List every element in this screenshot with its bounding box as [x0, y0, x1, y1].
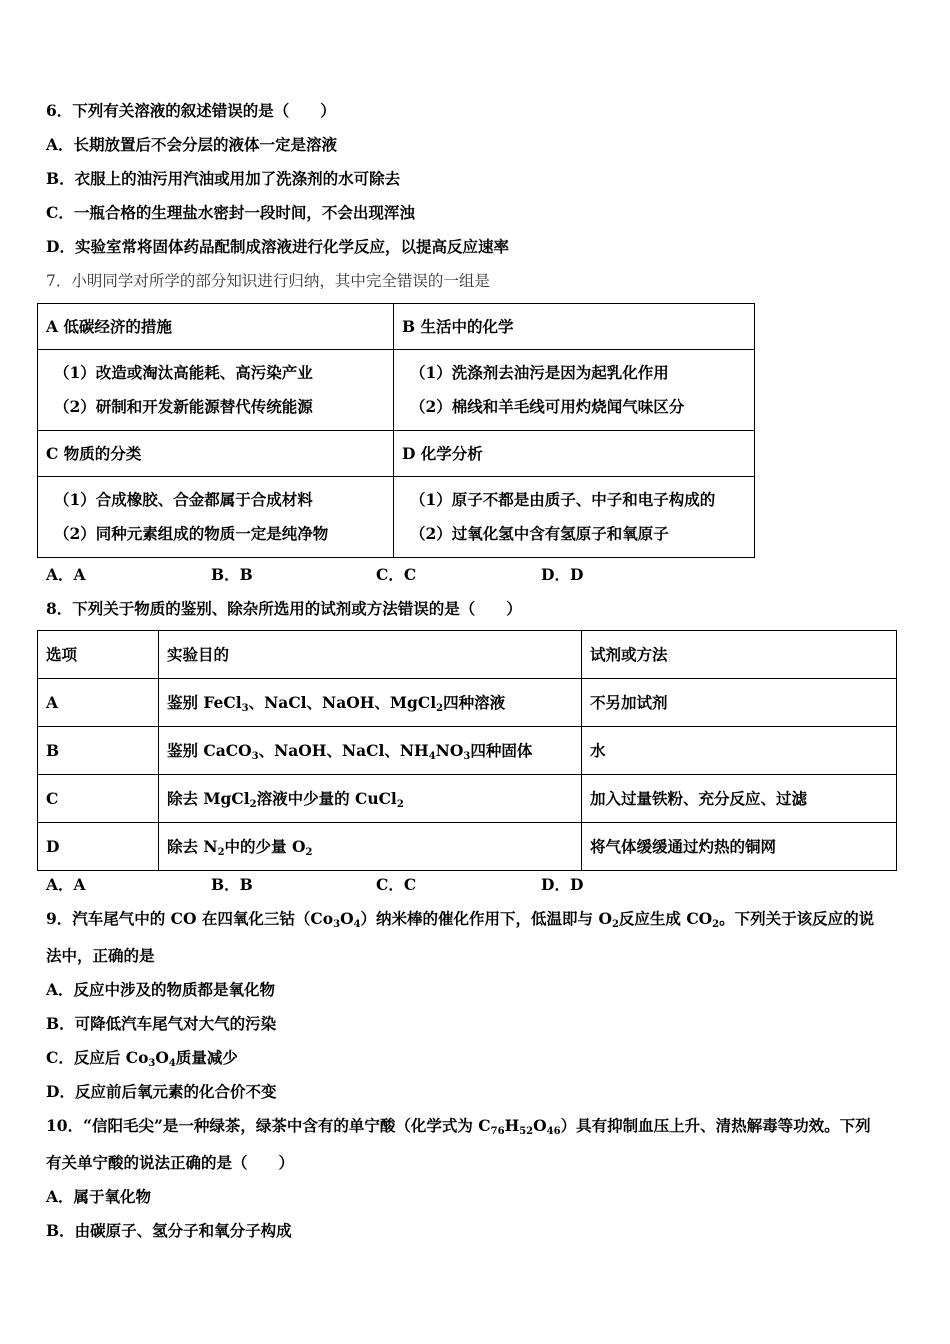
- q9-option-c-post: 质量减少: [175, 1048, 238, 1067]
- q7-table: [37, 303, 755, 558]
- q8-c-purpose-mid: 溶液中少量的 CuCl: [256, 788, 397, 808]
- q9-l1-b: O: [340, 909, 354, 928]
- q9-option-c-sub1: 3: [148, 1058, 156, 1069]
- q7-b-item-1: （1）洗涤剂去油污是因为起乳化作用: [409, 363, 669, 382]
- q6-option-d: D．实验室常将固体药品配制成溶液进行化学反应，以提高反应速率: [46, 237, 509, 256]
- q8-b-purpose-mid2: NO: [435, 740, 464, 760]
- q8-a-purpose-sub2: 2: [436, 702, 444, 714]
- table-row: [38, 679, 897, 727]
- q7-c-item-1: （1）合成橡胶、合金都属于合成材料: [54, 490, 313, 509]
- q8-choice-a: A．A: [46, 875, 86, 894]
- q8-a-purpose-mid: 、NaCl、NaOH、MgCl: [248, 692, 437, 712]
- q9-l1-sub2: 4: [353, 919, 361, 930]
- q8-a-purpose-sub1: 3: [241, 702, 249, 714]
- q7-cell-d-body: [393, 477, 754, 558]
- q8-c-purpose-sub1: 2: [249, 798, 257, 810]
- q8-choices: [46, 875, 746, 895]
- q7-cell-a-title: A 低碳经济的措施: [38, 304, 394, 350]
- q8-row-c-purpose: [159, 775, 582, 823]
- q8-d-purpose-mid: 中的少量 O: [224, 836, 306, 856]
- q9-l1-sub3: 2: [611, 919, 619, 930]
- q8-row-b-method: 水: [582, 727, 897, 775]
- q8-row-a-purpose: [159, 679, 582, 727]
- q10-option-b: B．由碳原子、氢分子和氧分子构成: [46, 1221, 292, 1240]
- q8-row-c-option: C: [38, 775, 159, 823]
- q7-choice-a: A．A: [46, 565, 86, 584]
- q7-cell-d-title: D 化学分析: [393, 431, 754, 477]
- q7-cell-a-body: [38, 350, 394, 431]
- q8-d-purpose-sub1: 2: [217, 846, 225, 858]
- q8-b-purpose-sub2: 4: [428, 750, 436, 762]
- q7-d-item-1: （1）原子不都是由质子、中子和电子构成的: [409, 490, 716, 509]
- q7-cell-b-body: [393, 350, 754, 431]
- q8-b-purpose-sub1: 3: [251, 750, 259, 762]
- q7-stem: 7．小明同学对所学的部分知识进行归纳，其中完全错误的一组是: [46, 272, 490, 290]
- q10-l1-a: 10．“信阳毛尖”是一种绿茶，绿茶中含有的单宁酸（化学式为 C: [46, 1116, 491, 1135]
- q8-header-option: 选项: [38, 631, 159, 679]
- q6-option-b: B．衣服上的油污用汽油或用加了洗涤剂的水可除去: [46, 169, 401, 188]
- q8-b-purpose-sub3: 3: [463, 750, 471, 762]
- q7-b-item-2: （2）棉线和羊毛线可用灼烧闻气味区分: [409, 397, 685, 416]
- table-row: [38, 775, 897, 823]
- q10-l1-sub2: 52: [519, 1126, 534, 1137]
- q10-stem-line-2: 有关单宁酸的说法正确的是（ ）: [46, 1153, 295, 1172]
- q9-option-b: B．可降低汽车尾气对大气的污染: [46, 1014, 277, 1033]
- q10-stem-line-1: [46, 1116, 871, 1136]
- q7-choice-b: B．B: [211, 565, 253, 584]
- q7-choices: [46, 565, 746, 585]
- q8-row-b-option: B: [38, 727, 159, 775]
- q10-l1-b: H: [504, 1116, 520, 1135]
- table-row: [38, 823, 897, 871]
- q8-choice-d: D．D: [541, 875, 584, 894]
- q10-option-a: A．属于氧化物: [46, 1187, 152, 1206]
- q8-choice-c: C．C: [376, 875, 417, 894]
- q8-header-purpose: 实验目的: [159, 631, 582, 679]
- q8-row-b-purpose: [159, 727, 582, 775]
- q10-l1-c: O: [533, 1116, 547, 1135]
- q8-table: [37, 630, 897, 871]
- q7-cell-c-title: C 物质的分类: [38, 431, 394, 477]
- q8-c-purpose-pre: 除去 MgCl: [167, 788, 250, 808]
- q9-option-c-sub2: 4: [168, 1058, 176, 1069]
- q9-l1-e: 。下列关于该反应的说: [719, 909, 875, 928]
- q8-row-c-method: 加入过量铁粉、充分反应、过滤: [582, 775, 897, 823]
- q9-stem-line-1: [46, 909, 874, 929]
- q8-d-purpose-pre: 除去 N: [167, 836, 218, 856]
- q8-c-purpose-sub2: 2: [396, 798, 404, 810]
- q9-l1-c: ）纳米棒的催化作用下，低温即与 O: [360, 909, 612, 928]
- q9-option-c-pre: C．反应后 Co: [46, 1048, 149, 1067]
- q8-a-purpose-pre: 鉴别 FeCl: [167, 692, 242, 712]
- q10-l1-sub3: 46: [546, 1126, 561, 1137]
- q6-stem: 6．下列有关溶液的叙述错误的是（ ）: [46, 101, 336, 120]
- q9-option-c: [46, 1048, 238, 1068]
- q8-b-purpose-post: 四种固体: [470, 740, 533, 760]
- q7-choice-c: C．C: [376, 565, 417, 584]
- q7-cell-c-body: [38, 477, 394, 558]
- q8-row-d-option: D: [38, 823, 159, 871]
- q10-l1-d: ）具有抑制血压上升、清热解毒等功效。下列: [560, 1116, 871, 1135]
- q7-a-item-1: （1）改造或淘汰高能耗、高污染产业: [54, 363, 313, 382]
- q7-c-item-2: （2）同种元素组成的物质一定是纯净物: [54, 524, 329, 543]
- q6-option-a: A．长期放置后不会分层的液体一定是溶液: [46, 135, 338, 154]
- q9-option-c-mid: O: [155, 1048, 169, 1067]
- q8-stem: 8．下列关于物质的鉴别、除杂所选用的试剂或方法错误的是（ ）: [46, 599, 522, 618]
- q9-option-a: A．反应中涉及的物质都是氧化物: [46, 980, 276, 999]
- q9-l1-d: 反应生成 CO: [618, 909, 713, 928]
- q9-stem-line-2: 法中，正确的是: [46, 946, 155, 965]
- q8-b-purpose-mid1: 、NaOH、NaCl、NH: [258, 740, 429, 760]
- q8-header-method: 试剂或方法: [582, 631, 897, 679]
- q8-row-a-option: A: [38, 679, 159, 727]
- q6-option-c: C．一瓶合格的生理盐水密封一段时间，不会出现浑浊: [46, 203, 415, 222]
- q8-row-a-method: 不另加试剂: [582, 679, 897, 727]
- q10-l1-sub1: 76: [490, 1126, 505, 1137]
- q9-l1-sub1: 3: [333, 919, 341, 930]
- q8-row-d-method: 将气体缓缓通过灼热的铜网: [582, 823, 897, 871]
- q7-a-item-2: （2）研制和开发新能源替代传统能源: [54, 397, 313, 416]
- q8-row-d-purpose: [159, 823, 582, 871]
- q9-option-d: D．反应前后氧元素的化合价不变: [46, 1082, 277, 1101]
- q9-l1-a: 9．汽车尾气中的 CO 在四氧化三钴（Co: [46, 909, 334, 928]
- q8-d-purpose-sub2: 2: [305, 846, 313, 858]
- q7-d-item-2: （2）过氧化氢中含有氢原子和氧原子: [409, 524, 669, 543]
- q8-choice-b: B．B: [211, 875, 253, 894]
- q7-choice-d: D．D: [541, 565, 584, 584]
- q8-a-purpose-post: 四种溶液: [443, 692, 506, 712]
- q7-cell-b-title: B 生活中的化学: [393, 304, 754, 350]
- table-row: [38, 727, 897, 775]
- q8-b-purpose-pre: 鉴别 CaCO: [167, 740, 252, 760]
- q9-l1-sub4: 2: [712, 919, 720, 930]
